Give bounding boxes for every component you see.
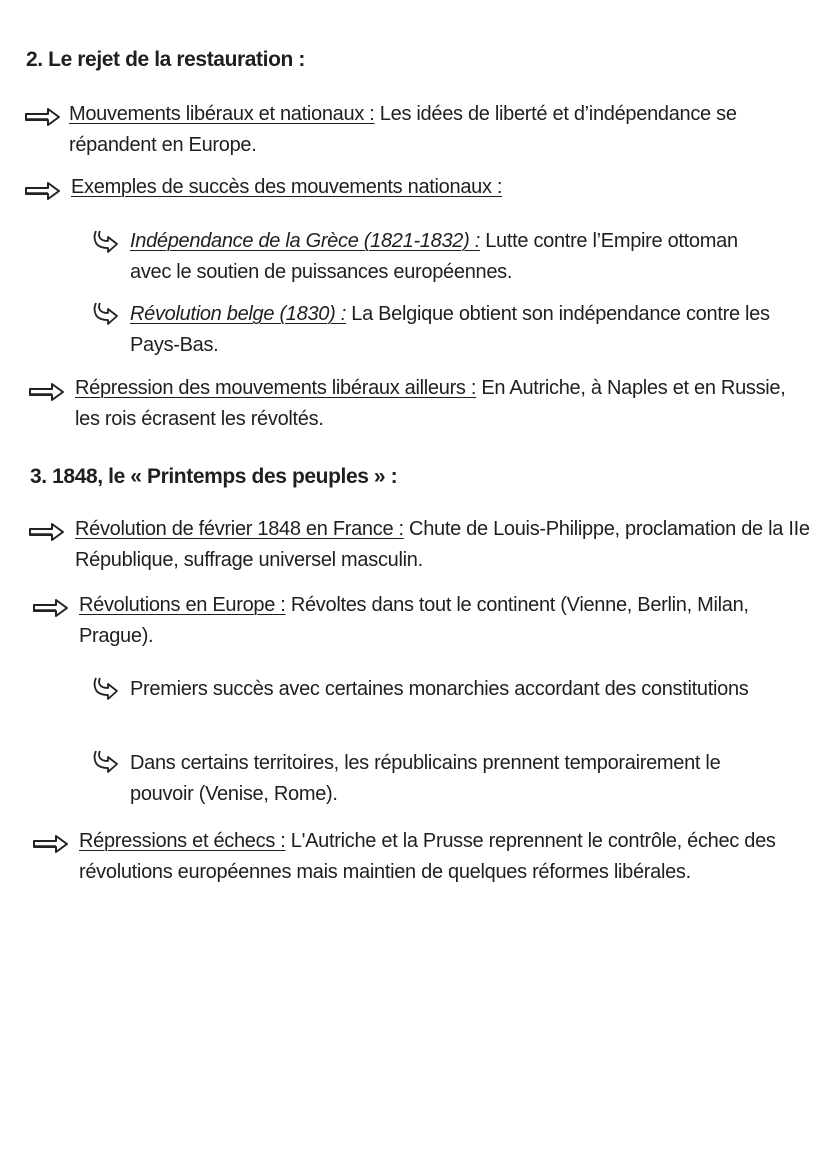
sub-list-item: Dans certains territoires, les républicains prennent temporairement le pouvoir (Venise, Rome). — [130, 752, 721, 805]
item-text: Chute de Louis-Philippe, proclamation de la IIe République, suffrage universel masculin. — [75, 518, 810, 571]
arrow-right-icon — [32, 598, 70, 618]
arrow-right-icon — [32, 834, 70, 854]
list-item — [71, 172, 806, 203]
sub-list-item — [130, 299, 780, 361]
item-label: Exemples de succès des mouvements nationaux : — [71, 176, 503, 198]
item-text: En Autriche, à Naples et en Russie, les rois écrasent les révoltés. — [75, 377, 786, 430]
sub-item-label: Révolution belge (1830) : — [130, 303, 346, 325]
arrow-right-icon — [28, 522, 66, 542]
curved-arrow-icon — [90, 675, 120, 701]
list-item — [75, 373, 810, 435]
item-label: Révolution de février 1848 en France : — [75, 518, 404, 540]
sub-item-label: Indépendance de la Grèce (1821-1832) : — [130, 230, 480, 252]
sub-list-item: Premiers succès avec certaines monarchies accordant des constitutions — [130, 678, 749, 700]
item-text: Révoltes dans tout le continent (Vienne, Berlin, Milan, Prague). — [79, 594, 749, 647]
item-text: L'Autriche et la Prusse reprennent le contrôle, échec des révolutions européennes mais maintien de quelques réformes libérales. — [79, 830, 776, 883]
item-label: Répression des mouvements libéraux ailleurs : — [75, 377, 477, 399]
arrow-right-icon — [24, 181, 62, 201]
curved-arrow-icon — [90, 228, 120, 254]
arrow-right-icon — [28, 382, 66, 402]
list-item — [69, 99, 804, 161]
list-item — [75, 514, 810, 576]
item-text: Les idées de liberté et d’indépendance se répandent en Europe. — [69, 103, 737, 156]
list-item — [79, 590, 814, 652]
list-item — [79, 826, 814, 888]
item-label: Révolutions en Europe : — [79, 594, 286, 616]
section-3-heading: 3. 1848, le « Printemps des peuples » : — [30, 465, 398, 488]
arrow-right-icon — [24, 107, 62, 127]
sub-item-text: Lutte contre l’Empire ottoman avec le soutien de puissances européennes. — [130, 230, 738, 283]
sub-list-item — [130, 226, 780, 288]
section-2-heading: 2. Le rejet de la restauration : — [26, 48, 305, 71]
curved-arrow-icon — [90, 748, 120, 774]
item-label: Répressions et échecs : — [79, 830, 286, 852]
item-label: Mouvements libéraux et nationaux : — [69, 103, 375, 125]
curved-arrow-icon — [90, 300, 120, 326]
sub-item-text: La Belgique obtient son indépendance contre les Pays-Bas. — [130, 303, 770, 356]
